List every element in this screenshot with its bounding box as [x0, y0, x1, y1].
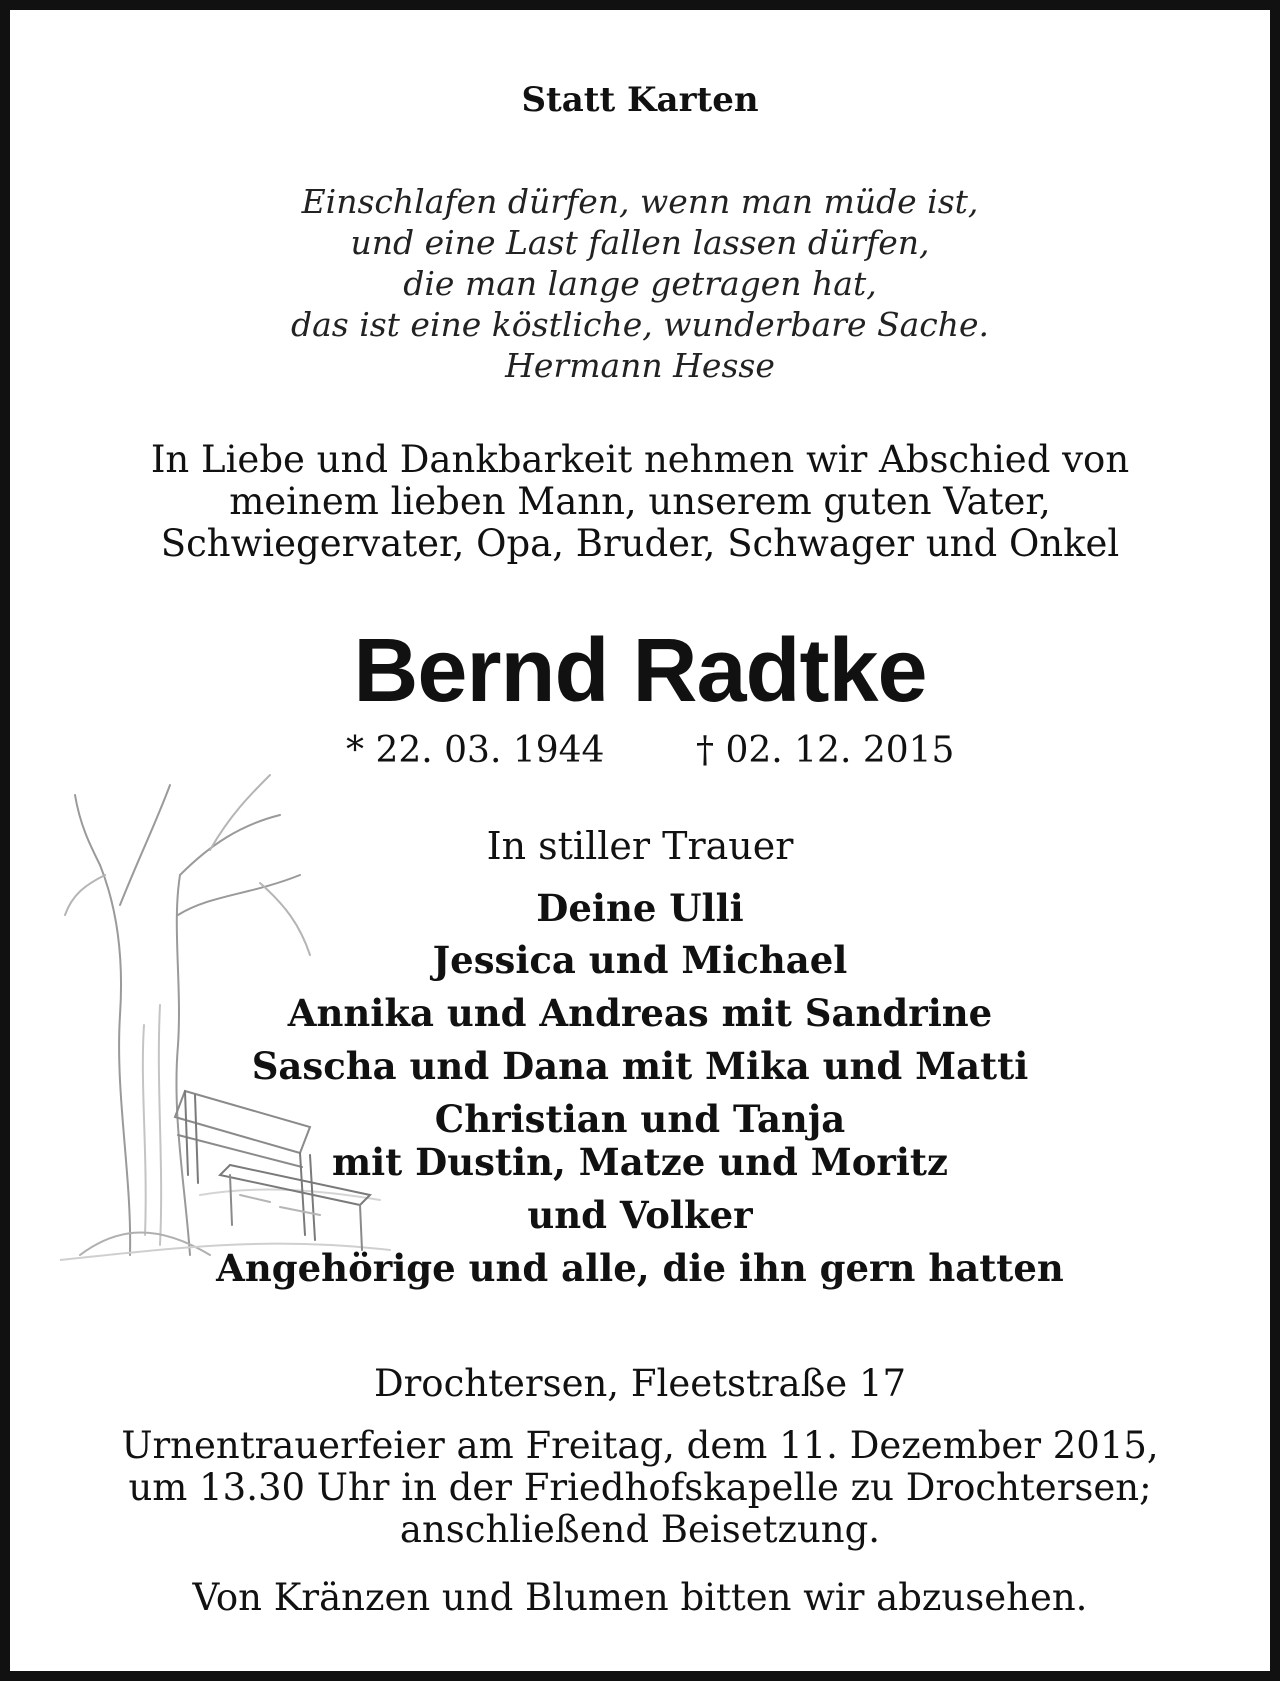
death-date: † 02. 12. 2015: [696, 730, 955, 771]
intro-line: meinem lieben Mann, unserem guten Vater,: [229, 480, 1051, 523]
address: Drochtersen, Fleetstraße 17: [373, 1362, 907, 1405]
ceremony-line: Urnentrauerfeier am Freitag, dem 11. Dezember 2015,: [121, 1424, 1159, 1467]
mourner-name: Sascha und Dana mit Mika und Matti: [251, 1044, 1029, 1088]
closing-note: Von Kränzen und Blumen bitten wir abzusehen.: [192, 1576, 1088, 1619]
mourner-name: Annika und Andreas mit Sandrine: [287, 991, 993, 1035]
poem-line: die man lange getragen hat,: [403, 264, 877, 303]
mourner-name: Jessica und Michael: [432, 938, 848, 982]
poem-line: Einschlafen dürfen, wenn man müde ist,: [301, 182, 979, 221]
ceremony-line: um 13.30 Uhr in der Friedhofskapelle zu Drochtersen;: [128, 1466, 1152, 1509]
poem-line: und eine Last fallen lassen dürfen,: [350, 223, 930, 262]
birth-date: * 22. 03. 1944: [346, 730, 605, 771]
header-title: Statt Karten: [521, 80, 759, 120]
poem-author: Hermann Hesse: [505, 346, 775, 385]
mourner-name: Angehörige und alle, die ihn gern hatten: [216, 1246, 1064, 1290]
deceased-name: Bernd Radtke: [353, 621, 927, 721]
ceremony-line: anschließend Beisetzung.: [399, 1508, 881, 1551]
mourner-name: mit Dustin, Matze und Moritz: [331, 1140, 949, 1184]
poem-line: das ist eine köstliche, wunderbare Sache.: [290, 305, 990, 344]
mourner-name: Christian und Tanja: [434, 1097, 846, 1141]
mourning-heading: In stiller Trauer: [486, 824, 794, 868]
intro-line: Schwiegervater, Opa, Bruder, Schwager und Onkel: [160, 522, 1120, 565]
mourner-name: und Volker: [527, 1193, 753, 1237]
intro-line: In Liebe und Dankbarkeit nehmen wir Abschied von: [150, 438, 1130, 481]
mourner-name: Deine Ulli: [536, 886, 744, 930]
